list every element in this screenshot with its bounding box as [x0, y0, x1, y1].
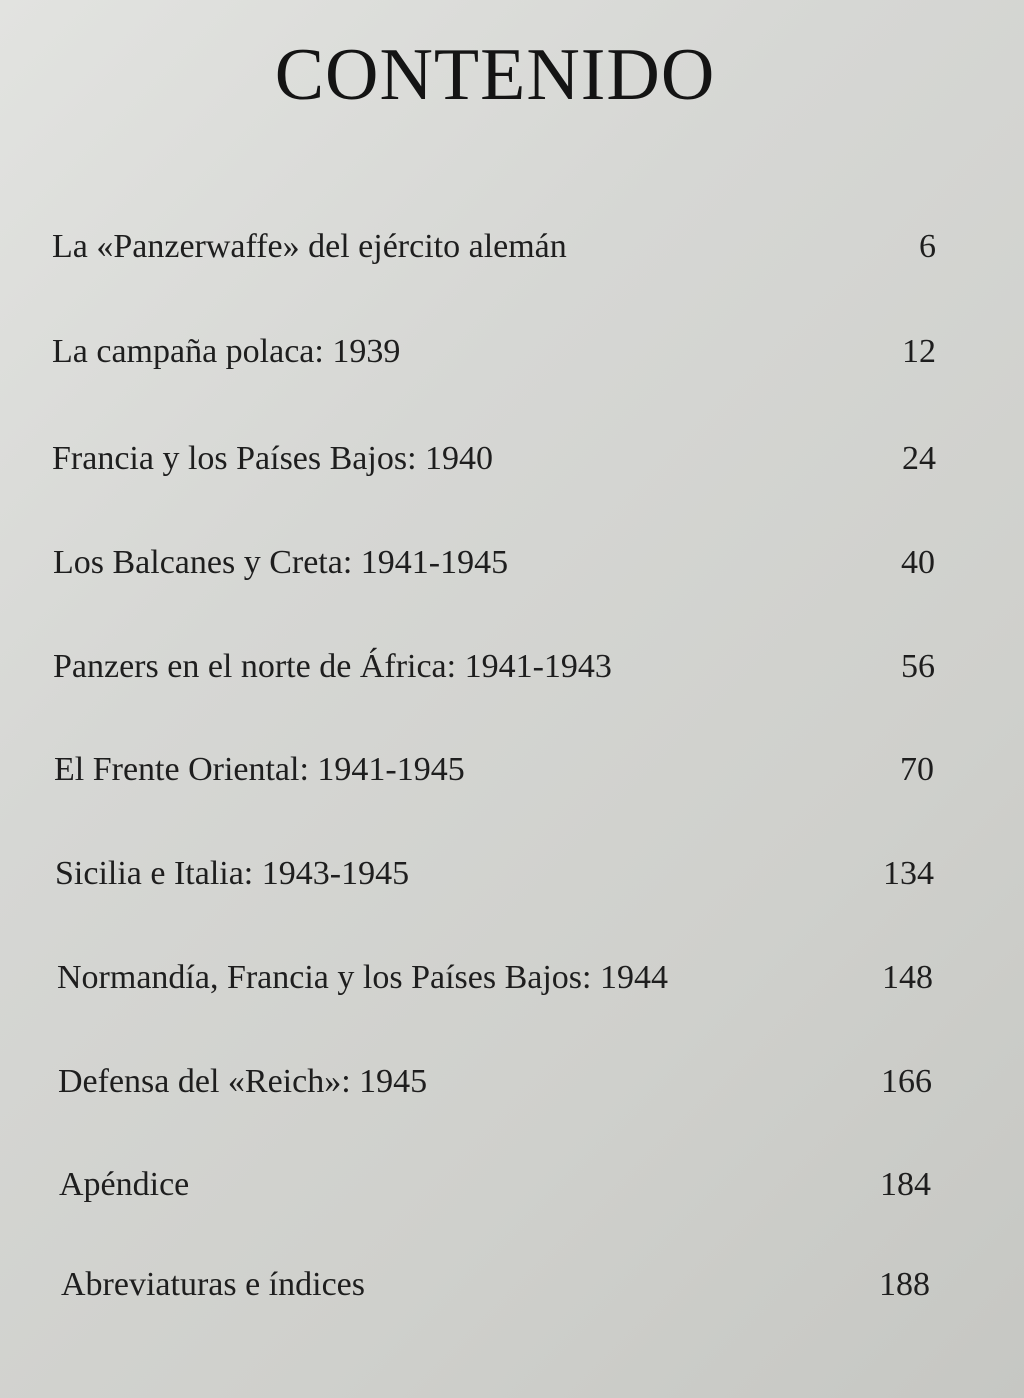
toc-entry-page: 56 — [901, 648, 935, 685]
toc-entry-title: Abreviaturas e índices — [61, 1266, 365, 1303]
toc-entry-page: 70 — [900, 751, 934, 788]
toc-entry-page: 134 — [883, 855, 934, 892]
toc-entry-title: Panzers en el norte de África: 1941-1943 — [53, 648, 612, 685]
toc-entry-title: La «Panzerwaffe» del ejército alemán — [52, 228, 567, 265]
toc-entry-page: 188 — [879, 1266, 930, 1303]
toc-entry-page: 40 — [901, 544, 935, 581]
toc-entry-page: 166 — [881, 1063, 932, 1100]
toc-entry-page: 148 — [882, 959, 933, 996]
toc-entry — [52, 434, 936, 484]
toc-entry-title: Defensa del «Reich»: 1945 — [58, 1063, 428, 1100]
toc-entry-page: 12 — [902, 333, 936, 370]
toc-entry-title: La campaña polaca: 1939 — [52, 333, 401, 370]
toc-entry — [53, 642, 935, 692]
toc-entry-page: 6 — [919, 228, 936, 265]
toc-entry-title: Apéndice — [59, 1166, 190, 1203]
page-title: CONTENIDO — [274, 34, 716, 116]
toc-entry — [57, 953, 933, 1003]
toc-entry — [61, 1260, 930, 1310]
toc-entry-title: Francia y los Países Bajos: 1940 — [52, 440, 494, 477]
toc-entry — [58, 1057, 932, 1107]
toc-entry-page: 24 — [902, 440, 936, 477]
toc-entry — [59, 1160, 931, 1210]
toc-entry-title: Los Balcanes y Creta: 1941-1945 — [53, 544, 509, 581]
toc-entry — [52, 222, 936, 272]
toc-entry — [54, 745, 934, 795]
toc-entry — [55, 849, 934, 899]
toc-entry-title: Normandía, Francia y los Países Bajos: 1944 — [57, 959, 668, 996]
toc-entry-page: 184 — [880, 1166, 931, 1203]
toc-entry — [53, 538, 935, 588]
toc-entry-title: Sicilia e Italia: 1943-1945 — [55, 855, 410, 892]
toc-entry — [52, 327, 936, 377]
toc-entry-title: El Frente Oriental: 1941-1945 — [54, 751, 465, 788]
